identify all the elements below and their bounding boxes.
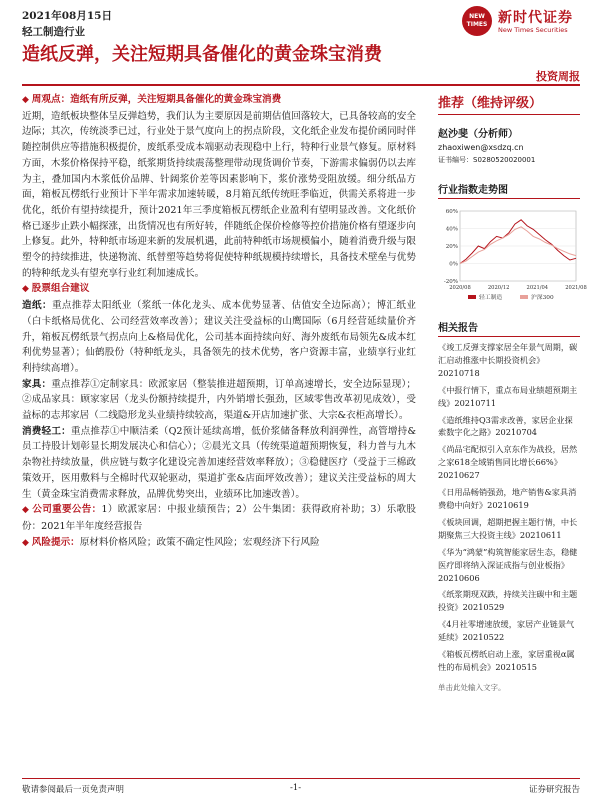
related-report-item[interactable]: 《箱板瓦楞纸启动上涨，家居重视α属性的布局机会》20210515 xyxy=(438,649,575,672)
y-tick-label: 40% xyxy=(445,226,458,233)
x-tick-label: 2020/12 xyxy=(487,285,510,291)
legend-label: 轻工制造 xyxy=(479,295,503,301)
related-report-item[interactable]: 《4月社零增速放缓，家居产业链景气延续》20210522 xyxy=(438,619,575,643)
related-report-item[interactable]: 《纸浆期现双跌，持续关注碳中和主题投资》20210529 xyxy=(438,589,578,613)
related-report-item[interactable]: 《造纸维持Q3需求改善，家居企业探索数字化之路》20210704 xyxy=(438,414,573,438)
y-tick-label: 0% xyxy=(449,261,458,268)
certificate-number: 证书编号：S0280520020001 xyxy=(438,156,536,164)
brand-name-en: New Times Securities xyxy=(498,26,568,34)
analyst-email[interactable]: zhaoxiwen@xsdzq.cn xyxy=(438,143,524,152)
y-tick-label: 60% xyxy=(445,209,458,215)
section-weekly-view xyxy=(22,92,416,109)
footer-divider xyxy=(22,778,580,779)
section-title: 周观点：造纸有所反弹，关注短期具备催化的黄金珠宝消费 xyxy=(31,94,282,105)
x-tick-label: 2021/08 xyxy=(565,285,587,291)
y-tick-label: -20% xyxy=(443,279,458,285)
report-date: 2021年08月15日 xyxy=(22,10,112,22)
section-title: 股票组合建议 xyxy=(31,283,90,295)
related-report-item[interactable]: 《竣工反弹支撑家居全年景气周期，碳汇启动推涨中长期投资机会》20210718 xyxy=(438,342,578,378)
legend-swatch xyxy=(520,295,528,299)
series-line-1 xyxy=(460,227,576,264)
header-divider xyxy=(22,84,580,86)
brand-logo xyxy=(462,6,582,40)
section-risk: ◆ 风险提示：原材料价格风险；政策不确定性风险；宏观经济下行风险 xyxy=(22,536,320,548)
legend-label: 沪深300 xyxy=(531,295,554,301)
industry-label: 轻工制造行业 xyxy=(22,26,85,38)
related-reports-list xyxy=(438,341,580,674)
legend-swatch xyxy=(468,295,476,299)
index-trend-chart xyxy=(438,205,587,305)
series-line-0 xyxy=(460,220,576,264)
diamond-bullet-icon: ◆ xyxy=(22,95,32,105)
rating: 推荐（维持评级） xyxy=(438,92,580,115)
related-report-item[interactable]: 《板块回调，超期把握主题行情，中长期聚焦三大投资主线》20210611 xyxy=(438,516,578,540)
portfolio-consumer: 消费轻工：重点推荐①中顺洁柔（Q2预计延续高增，低价浆储备释放利润弹性，高管增持&员工持股计划彰显长期发展决心和信心）；②晨光文具（传统渠道超预期恢复，科力普与九木杂物社持续放量，供应链与数字化建设完善加速经营效率释放）；③稳健医疗（受益于三棉政策效开，医用敷料与全棉时代双轮驱动，渠道扩张&店面坪效改善）；建议关注受益标的周大生（黄金珠宝消费需求释放，品牌优势突出，业绩环比加速改善）。 xyxy=(22,425,416,500)
chart-title: 行业指数走势图 xyxy=(438,181,580,199)
related-reports-title: 相关报告 xyxy=(438,319,580,337)
related-report-item[interactable]: 《尚品宅配拟引入京东作为战投，居然之家618全域销售同比增长66%》20210627 xyxy=(438,444,578,481)
logo-emblem-icon: NEW TIMES xyxy=(462,6,492,36)
diamond-bullet-icon: ◆ xyxy=(22,284,32,295)
disclaimer-note: 敬请参阅最后一页免责声明 xyxy=(22,785,125,795)
weekly-view-body: 近期，造纸板块整体呈反弹趋势，我们认为主要原因是前期估值回落较大，已具备较高的安全边际；其次，传统淡季已过，行业处于景气度向上的拐点阶段，文化纸企业发布提价函同时伴随控制供应等措施积极提价，废纸系受成本端驱动表现稳中上行，特种行业景气修复。原材料方面，木浆价格保持平稳，纸浆期货持续震荡整理带动现货调价节奏，下游需求偏弱仍以去库为主，叠加国内木浆低价品牌、针阔浆价差等因素影响下，浆价涨势受阻放缓。细分纸品方面，箱板瓦楞纸行业预计下半年需求加速转暖，8月箱瓦纸传统旺季临近，供需关系将进一步优化，纸价有望持续提升，预计2021年三季度箱板瓦楞纸企业盈利有望明显改善。文化纸价格已逐步止跌小幅探涨，出货情况也有所好转，伴随纸企保价检修等控价措施价格有望逐步向上修复。此外，特种纸市场迎来新的发展机遇，此前特种纸市场规模偏小，随着消费升级与限塑令的持续推进，快递物流、纸替塑等趋势将促使特种纸规模持续增长，具备技术壁垒与优势的特种纸龙头有望充享行业红利加速成长。 xyxy=(22,110,416,279)
x-tick-label: 2021/04 xyxy=(526,285,549,291)
report-type: 投资周报 xyxy=(536,70,580,83)
analyst-name: 赵沙斐（分析师） xyxy=(438,129,518,140)
sidebar xyxy=(438,92,587,693)
related-report-item[interactable]: 《日用品畅销强劲，地产销售&家具消费稳中向好》20210619 xyxy=(438,487,577,510)
page-number: -1- xyxy=(290,783,302,793)
related-report-item[interactable]: 《中报行情下，重点布局业绩超预期主线》20210711 xyxy=(438,384,578,408)
brand-name-cn: 新时代证券 xyxy=(498,10,573,26)
footer-report-label: 证券研究报告 xyxy=(528,785,580,795)
report-title: 造纸反弹，关注短期具备催化的黄金珠宝消费 xyxy=(22,44,382,65)
section-announcements: ◆ 公司重要公告：1）欧派家居：中报业绩预告；2）公牛集团：获得政府补助；3）乐歌股份：2021年半年度经营报告 xyxy=(22,504,416,532)
y-tick-label: 20% xyxy=(445,244,458,250)
portfolio-paper: 造纸：重点推荐太阳纸业（浆纸一体化龙头、成本优势显著、估值安全边际高）；博汇纸业（白卡纸格局优化、公司经营效率改善）；建议关注受益标的山鹰国际（6月经营延续量价齐升，箱板瓦楞纸景气拐点向上&格局优化，公司基本面持续向好、海外废纸布局领先&成本红利优势显著）；仙鹤股份（特种纸龙头，具备领先的技术优势，客户资源丰富，业绩享行业红利持续高增）。 xyxy=(22,300,417,374)
diamond-bullet-icon: ◆ xyxy=(22,537,32,548)
section-portfolio xyxy=(22,281,416,298)
related-report-item[interactable]: 《华为“鸿蒙”构筑智能家居生态，稳健医疗即将纳入深证成指与创业板指》20210606 xyxy=(438,546,578,583)
portfolio-furniture: 家具：重点推荐①定制家具：欧派家居（整装推进超预期，订单高速增长，安全边际显现）；②成品家具：顾家家居（龙头份额持续提升，内外销增长强劲，区域零售改革初见成效），受益标的志邦家居（二线隐形龙头业绩持续较高，渠道&开店加速扩张、大宗&衣柜高增长）。 xyxy=(22,378,417,422)
placeholder-note: 单击此处输入文字。 xyxy=(438,682,506,692)
diamond-bullet-icon: ◆ xyxy=(22,505,33,516)
main-content xyxy=(22,92,416,551)
x-tick-label: 2020/08 xyxy=(449,285,471,291)
